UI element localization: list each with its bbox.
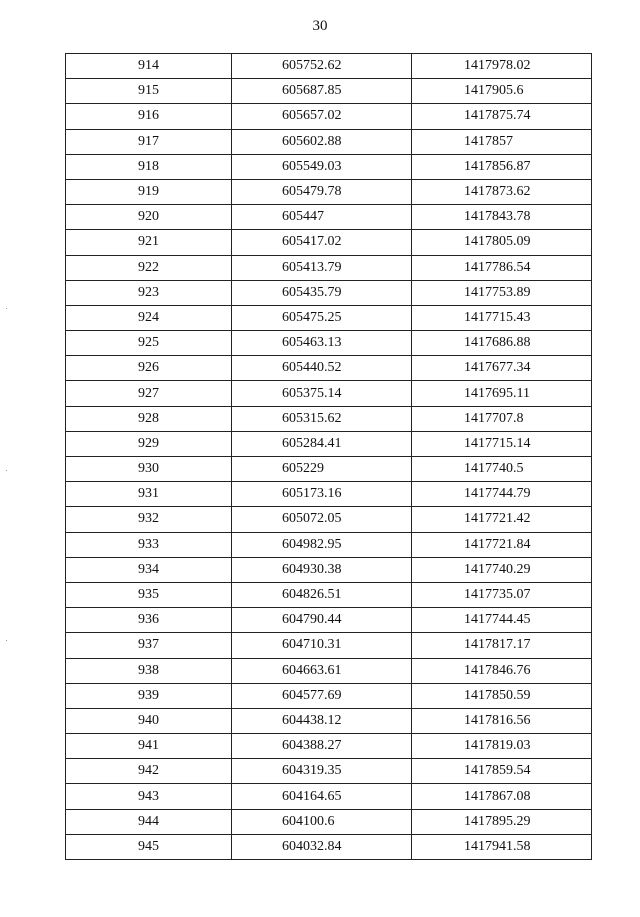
table-row [66, 154, 592, 179]
page-number: 30 [312, 18, 328, 34]
table-row [66, 683, 592, 708]
table-row [66, 305, 592, 330]
point-number-cell: 944 [66, 809, 232, 834]
table-row [66, 532, 592, 557]
y-coordinate-cell: 1417873.62 [412, 179, 592, 204]
y-coordinate-cell: 1417867.08 [412, 784, 592, 809]
point-number-cell: 915 [66, 79, 232, 104]
point-number-cell: 933 [66, 532, 232, 557]
x-coordinate-cell: 605687.85 [232, 79, 412, 104]
point-number-cell: 938 [66, 658, 232, 683]
table-row [66, 230, 592, 255]
table-row [66, 608, 592, 633]
x-coordinate-cell: 604577.69 [232, 683, 412, 708]
point-number-cell: 932 [66, 507, 232, 532]
x-coordinate-cell: 605475.25 [232, 305, 412, 330]
x-coordinate-cell: 604663.61 [232, 658, 412, 683]
y-coordinate-cell: 1417846.76 [412, 658, 592, 683]
table-row [66, 759, 592, 784]
y-coordinate-cell: 1417905.6 [412, 79, 592, 104]
table-row [66, 179, 592, 204]
point-number-cell: 918 [66, 154, 232, 179]
table-row [66, 708, 592, 733]
table-row [66, 79, 592, 104]
y-coordinate-cell: 1417786.54 [412, 255, 592, 280]
x-coordinate-cell: 605447 [232, 205, 412, 230]
y-coordinate-cell: 1417740.29 [412, 557, 592, 582]
x-coordinate-cell: 604930.38 [232, 557, 412, 582]
table-row [66, 784, 592, 809]
table-row [66, 356, 592, 381]
y-coordinate-cell: 1417753.89 [412, 280, 592, 305]
x-coordinate-cell: 604826.51 [232, 582, 412, 607]
x-coordinate-cell: 604438.12 [232, 708, 412, 733]
x-coordinate-cell: 605173.16 [232, 482, 412, 507]
point-number-cell: 921 [66, 230, 232, 255]
y-coordinate-cell: 1417735.07 [412, 582, 592, 607]
point-number-cell: 937 [66, 633, 232, 658]
point-number-cell: 929 [66, 431, 232, 456]
point-number-cell: 924 [66, 305, 232, 330]
x-coordinate-cell: 605315.62 [232, 406, 412, 431]
point-number-cell: 914 [66, 54, 232, 79]
y-coordinate-cell: 1417859.54 [412, 759, 592, 784]
x-coordinate-cell: 604032.84 [232, 834, 412, 859]
y-coordinate-cell: 1417857 [412, 129, 592, 154]
x-coordinate-cell: 605752.62 [232, 54, 412, 79]
table-row [66, 457, 592, 482]
point-number-cell: 923 [66, 280, 232, 305]
table-row [66, 431, 592, 456]
x-coordinate-cell: 605284.41 [232, 431, 412, 456]
point-number-cell: 945 [66, 834, 232, 859]
y-coordinate-cell: 1417850.59 [412, 683, 592, 708]
y-coordinate-cell: 1417843.78 [412, 205, 592, 230]
point-number-cell: 925 [66, 331, 232, 356]
x-coordinate-cell: 604100.6 [232, 809, 412, 834]
point-number-cell: 926 [66, 356, 232, 381]
point-number-cell: 936 [66, 608, 232, 633]
point-number-cell: 943 [66, 784, 232, 809]
x-coordinate-cell: 605549.03 [232, 154, 412, 179]
y-coordinate-cell: 1417677.34 [412, 356, 592, 381]
x-coordinate-cell: 604710.31 [232, 633, 412, 658]
point-number-cell: 939 [66, 683, 232, 708]
y-coordinate-cell: 1417740.5 [412, 457, 592, 482]
y-coordinate-cell: 1417707.8 [412, 406, 592, 431]
y-coordinate-cell: 1417816.56 [412, 708, 592, 733]
table-row [66, 280, 592, 305]
x-coordinate-cell: 605463.13 [232, 331, 412, 356]
x-coordinate-cell: 605440.52 [232, 356, 412, 381]
scan-mark [6, 308, 7, 309]
x-coordinate-cell: 605479.78 [232, 179, 412, 204]
table-row [66, 582, 592, 607]
coordinates-table [65, 53, 592, 860]
y-coordinate-cell: 1417805.09 [412, 230, 592, 255]
table-row [66, 54, 592, 79]
table-row [66, 406, 592, 431]
coordinates-table-body [66, 54, 592, 860]
x-coordinate-cell: 605657.02 [232, 104, 412, 129]
table-row [66, 129, 592, 154]
point-number-cell: 928 [66, 406, 232, 431]
x-coordinate-cell: 604164.65 [232, 784, 412, 809]
point-number-cell: 942 [66, 759, 232, 784]
point-number-cell: 935 [66, 582, 232, 607]
y-coordinate-cell: 1417695.11 [412, 381, 592, 406]
y-coordinate-cell: 1417715.14 [412, 431, 592, 456]
x-coordinate-cell: 605413.79 [232, 255, 412, 280]
x-coordinate-cell: 605375.14 [232, 381, 412, 406]
point-number-cell: 922 [66, 255, 232, 280]
table-row [66, 205, 592, 230]
y-coordinate-cell: 1417941.58 [412, 834, 592, 859]
y-coordinate-cell: 1417817.17 [412, 633, 592, 658]
x-coordinate-cell: 604388.27 [232, 734, 412, 759]
y-coordinate-cell: 1417744.79 [412, 482, 592, 507]
point-number-cell: 934 [66, 557, 232, 582]
y-coordinate-cell: 1417686.88 [412, 331, 592, 356]
table-row [66, 658, 592, 683]
x-coordinate-cell: 604982.95 [232, 532, 412, 557]
point-number-cell: 920 [66, 205, 232, 230]
x-coordinate-cell: 604319.35 [232, 759, 412, 784]
table-row [66, 734, 592, 759]
y-coordinate-cell: 1417819.03 [412, 734, 592, 759]
y-coordinate-cell: 1417978.02 [412, 54, 592, 79]
table-row [66, 104, 592, 129]
y-coordinate-cell: 1417895.29 [412, 809, 592, 834]
point-number-cell: 940 [66, 708, 232, 733]
y-coordinate-cell: 1417721.42 [412, 507, 592, 532]
table-row [66, 331, 592, 356]
x-coordinate-cell: 604790.44 [232, 608, 412, 633]
point-number-cell: 927 [66, 381, 232, 406]
table-row [66, 834, 592, 859]
x-coordinate-cell: 605602.88 [232, 129, 412, 154]
x-coordinate-cell: 605417.02 [232, 230, 412, 255]
table-row [66, 255, 592, 280]
y-coordinate-cell: 1417715.43 [412, 305, 592, 330]
table-row [66, 381, 592, 406]
y-coordinate-cell: 1417875.74 [412, 104, 592, 129]
y-coordinate-cell: 1417856.87 [412, 154, 592, 179]
point-number-cell: 931 [66, 482, 232, 507]
scan-mark [6, 640, 7, 641]
y-coordinate-cell: 1417744.45 [412, 608, 592, 633]
point-number-cell: 941 [66, 734, 232, 759]
point-number-cell: 919 [66, 179, 232, 204]
table-row [66, 507, 592, 532]
table-row [66, 633, 592, 658]
x-coordinate-cell: 605435.79 [232, 280, 412, 305]
y-coordinate-cell: 1417721.84 [412, 532, 592, 557]
point-number-cell: 917 [66, 129, 232, 154]
table-row [66, 482, 592, 507]
x-coordinate-cell: 605229 [232, 457, 412, 482]
x-coordinate-cell: 605072.05 [232, 507, 412, 532]
scan-mark [6, 470, 7, 471]
table-row [66, 809, 592, 834]
point-number-cell: 930 [66, 457, 232, 482]
table-row [66, 557, 592, 582]
point-number-cell: 916 [66, 104, 232, 129]
